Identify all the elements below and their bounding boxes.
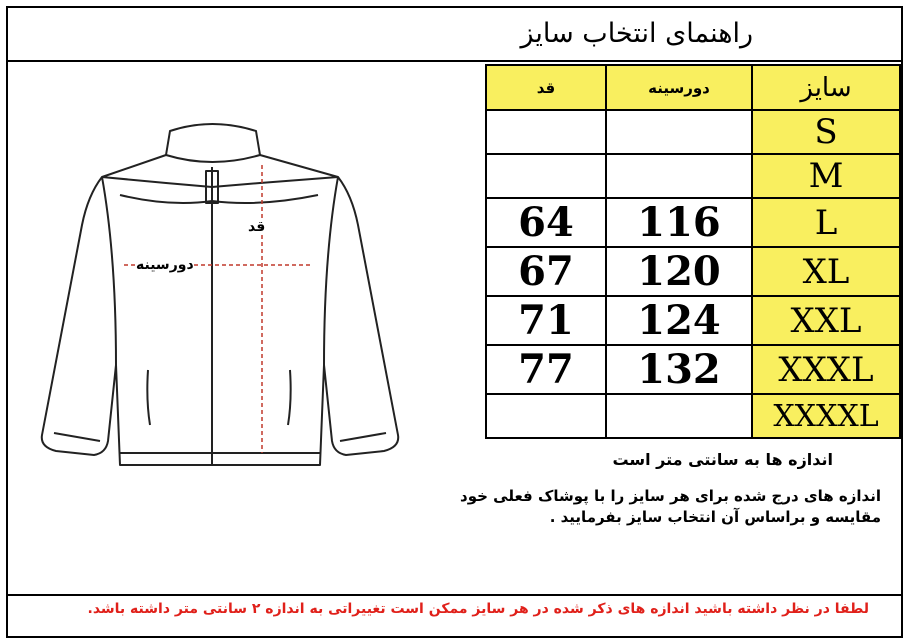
size-cell: S [752,110,900,154]
chest-label: دورسینه [136,257,194,273]
page-title: راهنمای انتخاب سایز [520,18,753,49]
title-bar [6,6,903,62]
header-chest: دورسینه [606,65,752,110]
height-label: قد [248,219,266,235]
size-cell: L [752,198,900,247]
height-cell: 64 [486,198,606,247]
chest-cell: 120 [606,247,752,296]
table-row [486,345,900,394]
unit-note: اندازه ها به سانتی متر است [612,450,833,469]
instruction-note: اندازه های درج شده برای هر سایز را با پوشاک فعلی خود مقایسه و براساس آن انتخاب سایز بفرمایید . [460,487,881,526]
size-cell: M [752,154,900,198]
size-cell: XXXXL [752,394,900,438]
chest-cell: 116 [606,198,752,247]
header-size: سایز [752,65,900,110]
height-cell [486,394,606,438]
size-cell: XXL [752,296,900,345]
jacket-diagram [20,115,420,475]
table-row [486,110,900,154]
height-cell: 77 [486,345,606,394]
size-cell: XL [752,247,900,296]
table-row [486,247,900,296]
table-row [486,198,900,247]
table-row [486,394,900,438]
size-table [485,64,901,439]
chest-cell [606,110,752,154]
height-cell: 71 [486,296,606,345]
size-cell: XXXL [752,345,900,394]
chest-cell [606,394,752,438]
height-cell: 67 [486,247,606,296]
chest-cell: 124 [606,296,752,345]
height-cell [486,110,606,154]
height-cell [486,154,606,198]
table-header-row [486,65,900,110]
chest-cell [606,154,752,198]
chest-cell: 132 [606,345,752,394]
table-row [486,154,900,198]
table-row [486,296,900,345]
header-height: قد [486,65,606,110]
footer-warning: لطفا در نظر داشته باشید اندازه های ذکر شده در هر سایز ممکن است تغییراتی به اندازه ۲ سانتی متر داشته باشد. [87,601,869,617]
